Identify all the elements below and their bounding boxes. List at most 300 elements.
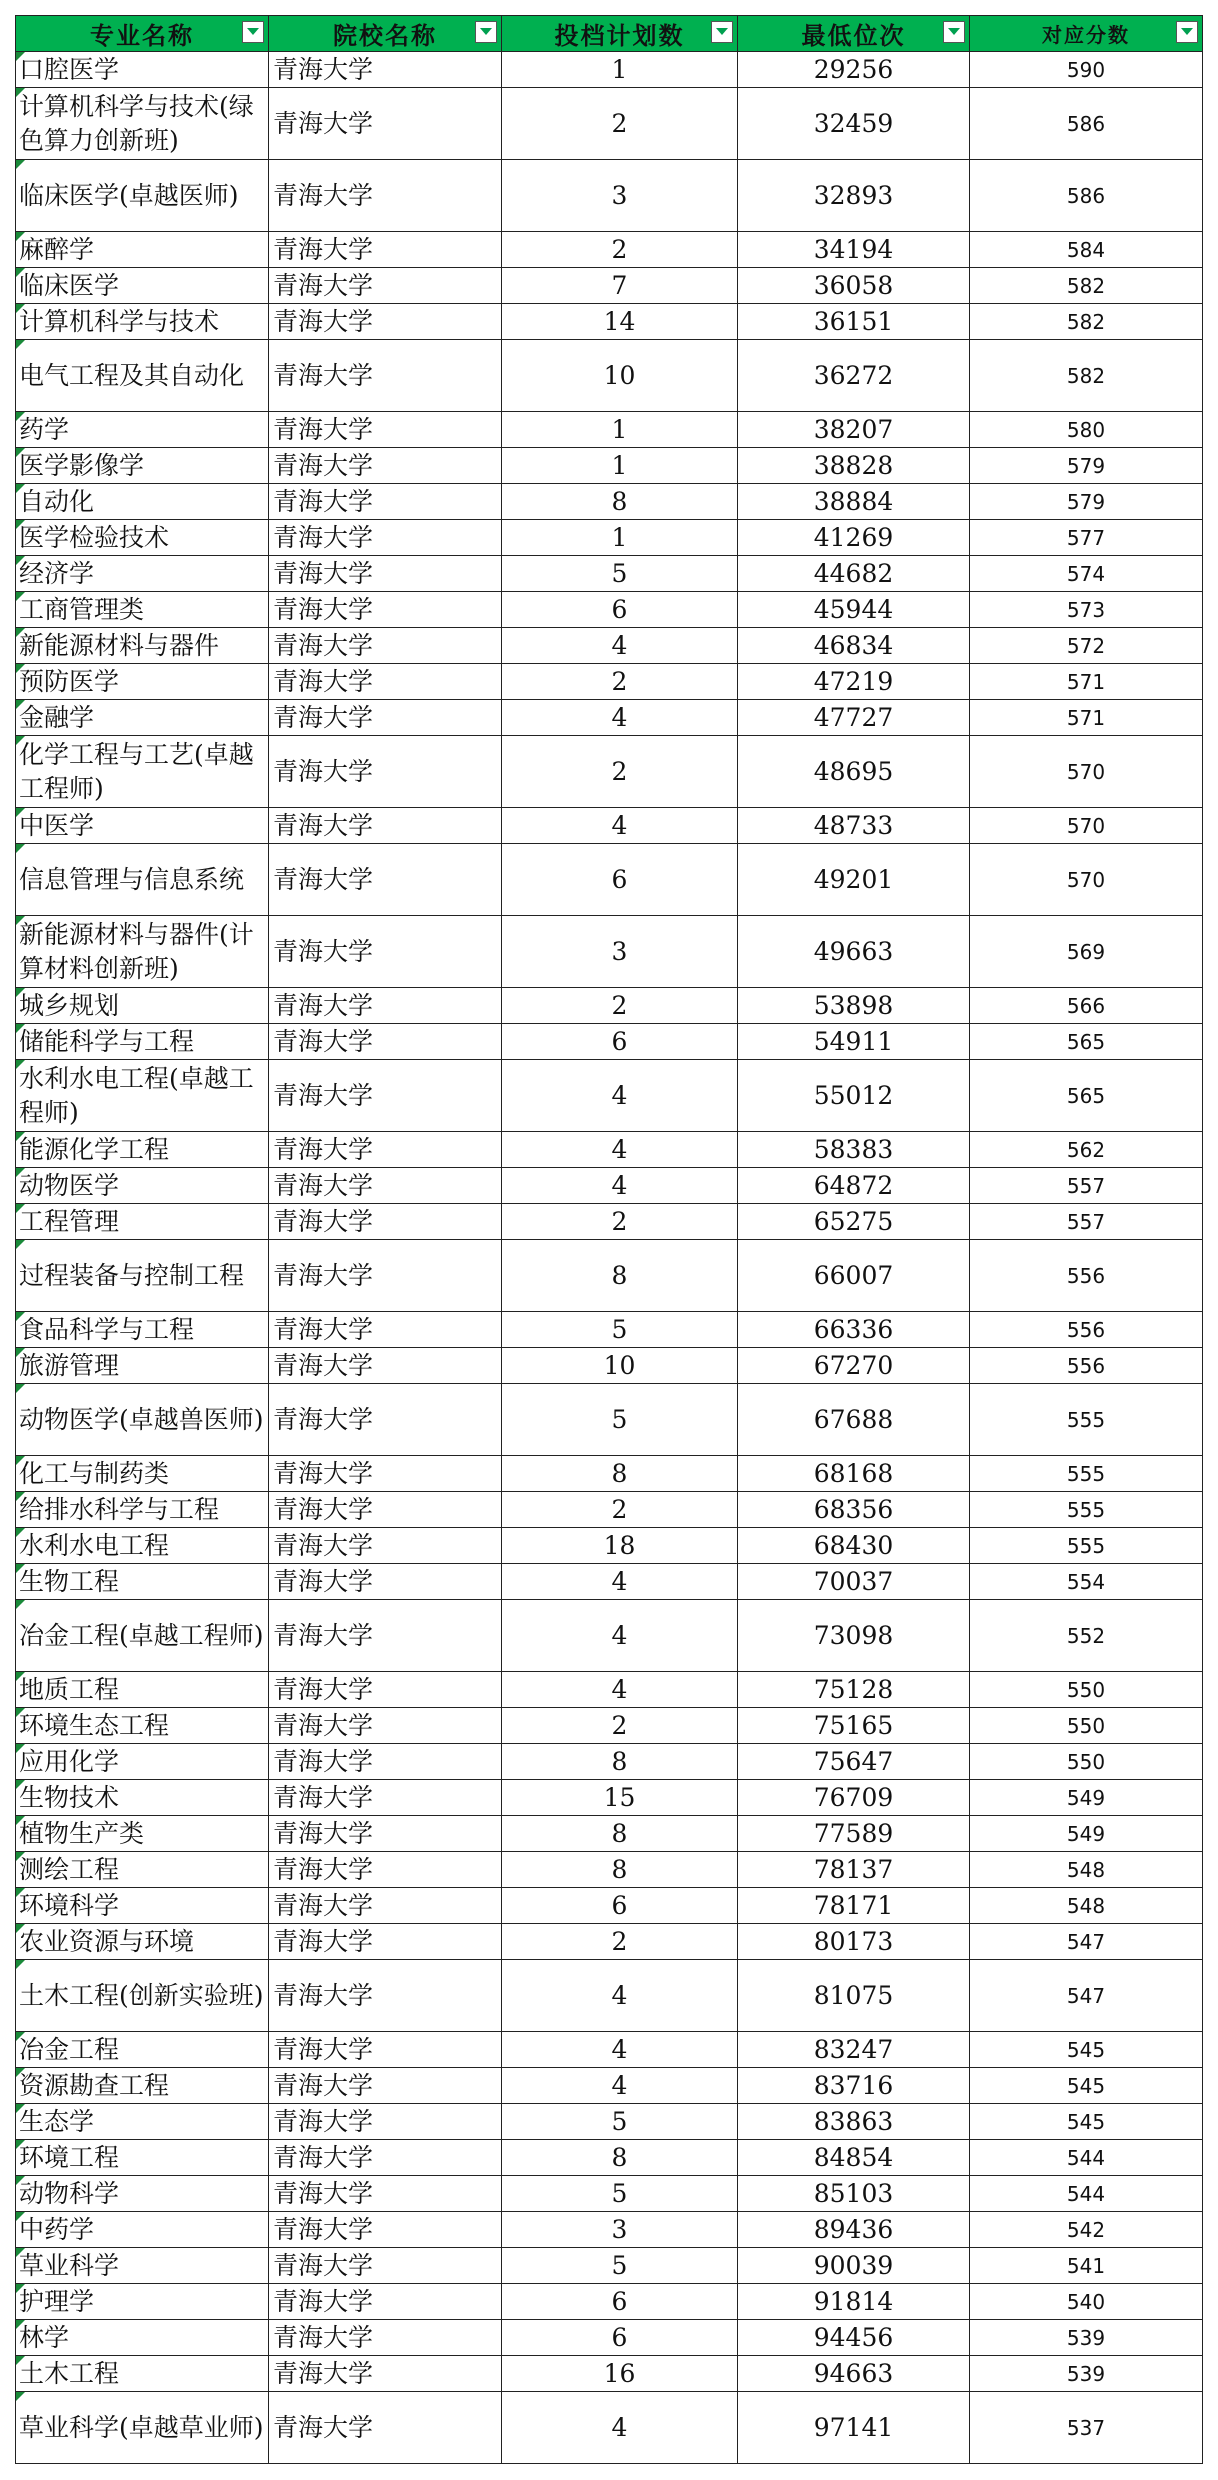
cell-rank[interactable] bbox=[738, 1780, 970, 1816]
cell-major[interactable] bbox=[16, 1060, 269, 1132]
cell-rank[interactable] bbox=[738, 2356, 970, 2392]
cell-score[interactable] bbox=[970, 1024, 1203, 1060]
cell-major[interactable] bbox=[16, 1852, 269, 1888]
cell-plan[interactable] bbox=[502, 808, 738, 844]
cell-score[interactable] bbox=[970, 736, 1203, 808]
cell-score[interactable] bbox=[970, 268, 1203, 304]
cell-score[interactable] bbox=[970, 1564, 1203, 1600]
cell-major[interactable] bbox=[16, 484, 269, 520]
cell-plan[interactable] bbox=[502, 988, 738, 1024]
cell-plan[interactable] bbox=[502, 1312, 738, 1348]
cell-school[interactable] bbox=[269, 2284, 502, 2320]
table-row bbox=[16, 808, 1203, 844]
cell-rank[interactable] bbox=[738, 916, 970, 988]
cell-rank[interactable] bbox=[738, 844, 970, 916]
cell-major[interactable] bbox=[16, 2140, 269, 2176]
cell-major[interactable] bbox=[16, 664, 269, 700]
cell-rank[interactable] bbox=[738, 2212, 970, 2248]
cell-plan[interactable] bbox=[502, 2392, 738, 2464]
cell-school[interactable] bbox=[269, 808, 502, 844]
cell-score[interactable] bbox=[970, 340, 1203, 412]
cell-plan[interactable] bbox=[502, 1888, 738, 1924]
cell-major[interactable] bbox=[16, 52, 269, 88]
cell-major[interactable] bbox=[16, 1384, 269, 1456]
filter-dropdown-icon[interactable] bbox=[475, 21, 497, 43]
cell-major[interactable] bbox=[16, 844, 269, 916]
cell-plan[interactable] bbox=[502, 1816, 738, 1852]
cell-major[interactable] bbox=[16, 88, 269, 160]
cell-school[interactable] bbox=[269, 844, 502, 916]
cell-rank[interactable] bbox=[738, 1456, 970, 1492]
cell-school[interactable] bbox=[269, 2356, 502, 2392]
filter-dropdown-icon[interactable] bbox=[1176, 21, 1198, 43]
cell-school-text: 青海大学 bbox=[273, 2178, 374, 2208]
cell-score[interactable] bbox=[970, 1708, 1203, 1744]
cell-school[interactable] bbox=[269, 1816, 502, 1852]
cell-school[interactable] bbox=[269, 2032, 502, 2068]
cell-major[interactable] bbox=[16, 1024, 269, 1060]
cell-rank[interactable] bbox=[738, 268, 970, 304]
cell-rank[interactable] bbox=[738, 304, 970, 340]
cell-major[interactable] bbox=[16, 1528, 269, 1564]
cell-score[interactable] bbox=[970, 556, 1203, 592]
cell-score[interactable] bbox=[970, 1852, 1203, 1888]
cell-plan[interactable] bbox=[502, 448, 738, 484]
cell-school[interactable] bbox=[269, 1888, 502, 1924]
cell-plan[interactable] bbox=[502, 1024, 738, 1060]
cell-school[interactable] bbox=[269, 2176, 502, 2212]
cell-major[interactable] bbox=[16, 1564, 269, 1600]
cell-school[interactable] bbox=[269, 1924, 502, 1960]
cell-score[interactable] bbox=[970, 1492, 1203, 1528]
cell-rank[interactable] bbox=[738, 988, 970, 1024]
cell-rank[interactable] bbox=[738, 2068, 970, 2104]
cell-plan[interactable] bbox=[502, 1924, 738, 1960]
cell-plan[interactable] bbox=[502, 1960, 738, 2032]
cell-school[interactable] bbox=[269, 1384, 502, 1456]
cell-major[interactable] bbox=[16, 1780, 269, 1816]
cell-major[interactable] bbox=[16, 1960, 269, 2032]
cell-plan[interactable] bbox=[502, 1744, 738, 1780]
cell-rank[interactable] bbox=[738, 340, 970, 412]
cell-plan-text: 1 bbox=[611, 522, 628, 552]
cell-score[interactable] bbox=[970, 916, 1203, 988]
cell-score[interactable] bbox=[970, 2176, 1203, 2212]
cell-major[interactable] bbox=[16, 1240, 269, 1312]
cell-school[interactable] bbox=[269, 1456, 502, 1492]
cell-major[interactable] bbox=[16, 412, 269, 448]
cell-rank[interactable] bbox=[738, 1348, 970, 1384]
cell-score[interactable] bbox=[970, 592, 1203, 628]
cell-rank[interactable] bbox=[738, 2392, 970, 2464]
cell-score[interactable] bbox=[970, 484, 1203, 520]
cell-rank[interactable] bbox=[738, 448, 970, 484]
cell-score[interactable] bbox=[970, 1348, 1203, 1384]
cell-school[interactable] bbox=[269, 736, 502, 808]
cell-rank[interactable] bbox=[738, 1960, 970, 2032]
cell-score[interactable] bbox=[970, 628, 1203, 664]
cell-score-text: 545 bbox=[1066, 2037, 1106, 2062]
cell-school[interactable] bbox=[269, 1132, 502, 1168]
cell-score[interactable] bbox=[970, 1780, 1203, 1816]
cell-score[interactable] bbox=[970, 2140, 1203, 2176]
cell-rank[interactable] bbox=[738, 1924, 970, 1960]
cell-rank[interactable] bbox=[738, 1312, 970, 1348]
cell-school[interactable] bbox=[269, 2212, 502, 2248]
cell-major[interactable] bbox=[16, 232, 269, 268]
cell-plan[interactable] bbox=[502, 2104, 738, 2140]
cell-score[interactable] bbox=[970, 1456, 1203, 1492]
cell-plan[interactable] bbox=[502, 664, 738, 700]
cell-rank[interactable] bbox=[738, 1384, 970, 1456]
cell-plan[interactable] bbox=[502, 2356, 738, 2392]
cell-plan[interactable] bbox=[502, 412, 738, 448]
cell-major[interactable] bbox=[16, 1816, 269, 1852]
cell-score[interactable] bbox=[970, 1132, 1203, 1168]
cell-rank-text: 75128 bbox=[813, 1674, 894, 1704]
cell-flag-icon bbox=[16, 1240, 25, 1249]
cell-score[interactable] bbox=[970, 448, 1203, 484]
cell-score[interactable] bbox=[970, 304, 1203, 340]
cell-score[interactable] bbox=[970, 1924, 1203, 1960]
cell-major[interactable] bbox=[16, 1348, 269, 1384]
cell-major[interactable] bbox=[16, 2104, 269, 2140]
cell-rank[interactable] bbox=[738, 1744, 970, 1780]
cell-major[interactable] bbox=[16, 2176, 269, 2212]
cell-major[interactable] bbox=[16, 700, 269, 736]
cell-rank[interactable] bbox=[738, 520, 970, 556]
cell-plan[interactable] bbox=[502, 484, 738, 520]
cell-major[interactable] bbox=[16, 1924, 269, 1960]
cell-rank[interactable] bbox=[738, 1816, 970, 1852]
cell-plan[interactable] bbox=[502, 1060, 738, 1132]
cell-plan[interactable] bbox=[502, 628, 738, 664]
cell-school[interactable] bbox=[269, 448, 502, 484]
cell-major[interactable] bbox=[16, 1312, 269, 1348]
cell-score[interactable] bbox=[970, 1888, 1203, 1924]
cell-school[interactable] bbox=[269, 1564, 502, 1600]
cell-score[interactable] bbox=[970, 1060, 1203, 1132]
cell-school[interactable] bbox=[269, 1240, 502, 1312]
cell-plan[interactable] bbox=[502, 1348, 738, 1384]
cell-plan[interactable] bbox=[502, 1492, 738, 1528]
cell-major[interactable] bbox=[16, 1672, 269, 1708]
cell-major[interactable] bbox=[16, 736, 269, 808]
cell-rank[interactable] bbox=[738, 1528, 970, 1564]
cell-score[interactable] bbox=[970, 1204, 1203, 1240]
cell-major[interactable] bbox=[16, 340, 269, 412]
cell-score[interactable] bbox=[970, 1240, 1203, 1312]
cell-school[interactable] bbox=[269, 700, 502, 736]
cell-plan[interactable] bbox=[502, 2176, 738, 2212]
cell-rank[interactable] bbox=[738, 1204, 970, 1240]
cell-plan[interactable] bbox=[502, 2140, 738, 2176]
cell-school[interactable] bbox=[269, 88, 502, 160]
cell-score[interactable] bbox=[970, 2032, 1203, 2068]
cell-school[interactable] bbox=[269, 268, 502, 304]
cell-school[interactable] bbox=[269, 160, 502, 232]
cell-plan[interactable] bbox=[502, 268, 738, 304]
cell-school[interactable] bbox=[269, 988, 502, 1024]
cell-plan[interactable] bbox=[502, 556, 738, 592]
cell-school[interactable] bbox=[269, 1600, 502, 1672]
cell-school[interactable] bbox=[269, 484, 502, 520]
cell-score[interactable] bbox=[970, 2212, 1203, 2248]
cell-plan[interactable] bbox=[502, 736, 738, 808]
cell-major[interactable] bbox=[16, 520, 269, 556]
cell-major[interactable] bbox=[16, 2248, 269, 2284]
cell-school-text: 青海大学 bbox=[273, 306, 374, 336]
cell-plan[interactable] bbox=[502, 232, 738, 268]
cell-rank[interactable] bbox=[738, 628, 970, 664]
cell-score[interactable] bbox=[970, 2320, 1203, 2356]
cell-rank[interactable] bbox=[738, 1888, 970, 1924]
filter-dropdown-icon[interactable] bbox=[711, 21, 733, 43]
cell-plan[interactable] bbox=[502, 160, 738, 232]
cell-school[interactable] bbox=[269, 1312, 502, 1348]
cell-plan[interactable] bbox=[502, 844, 738, 916]
table-row bbox=[16, 1960, 1203, 2032]
cell-rank[interactable] bbox=[738, 1132, 970, 1168]
cell-rank[interactable] bbox=[738, 1600, 970, 1672]
cell-major[interactable] bbox=[16, 1132, 269, 1168]
cell-rank[interactable] bbox=[738, 412, 970, 448]
cell-score[interactable] bbox=[970, 844, 1203, 916]
cell-rank-text: 32893 bbox=[813, 180, 894, 210]
cell-major[interactable] bbox=[16, 2068, 269, 2104]
cell-score[interactable] bbox=[970, 1672, 1203, 1708]
cell-plan[interactable] bbox=[502, 520, 738, 556]
cell-rank[interactable] bbox=[738, 52, 970, 88]
cell-plan[interactable] bbox=[502, 1132, 738, 1168]
cell-rank[interactable] bbox=[738, 592, 970, 628]
cell-school[interactable] bbox=[269, 1348, 502, 1384]
cell-major[interactable] bbox=[16, 2320, 269, 2356]
cell-major[interactable] bbox=[16, 1456, 269, 1492]
cell-major[interactable] bbox=[16, 1492, 269, 1528]
cell-major[interactable] bbox=[16, 448, 269, 484]
cell-school[interactable] bbox=[269, 1204, 502, 1240]
cell-major[interactable] bbox=[16, 2284, 269, 2320]
cell-major[interactable] bbox=[16, 2356, 269, 2392]
cell-school[interactable] bbox=[269, 520, 502, 556]
cell-rank[interactable] bbox=[738, 556, 970, 592]
cell-plan[interactable] bbox=[502, 1708, 738, 1744]
cell-flag-icon bbox=[16, 1888, 25, 1897]
cell-score[interactable] bbox=[970, 2356, 1203, 2392]
cell-school[interactable] bbox=[269, 232, 502, 268]
cell-rank[interactable] bbox=[738, 1024, 970, 1060]
cell-major[interactable] bbox=[16, 1708, 269, 1744]
cell-school[interactable] bbox=[269, 628, 502, 664]
cell-plan[interactable] bbox=[502, 700, 738, 736]
cell-rank[interactable] bbox=[738, 2284, 970, 2320]
cell-rank[interactable] bbox=[738, 2248, 970, 2284]
cell-score[interactable] bbox=[970, 1528, 1203, 1564]
cell-plan[interactable] bbox=[502, 1240, 738, 1312]
cell-rank[interactable] bbox=[738, 808, 970, 844]
cell-major[interactable] bbox=[16, 628, 269, 664]
cell-rank[interactable] bbox=[738, 2032, 970, 2068]
cell-plan[interactable] bbox=[502, 916, 738, 988]
cell-school[interactable] bbox=[269, 412, 502, 448]
cell-score[interactable] bbox=[970, 1384, 1203, 1456]
cell-plan[interactable] bbox=[502, 1456, 738, 1492]
cell-school[interactable] bbox=[269, 1744, 502, 1780]
cell-rank[interactable] bbox=[738, 1852, 970, 1888]
cell-major[interactable] bbox=[16, 916, 269, 988]
cell-major[interactable] bbox=[16, 2392, 269, 2464]
cell-plan[interactable] bbox=[502, 2320, 738, 2356]
cell-school[interactable] bbox=[269, 1708, 502, 1744]
cell-school[interactable] bbox=[269, 664, 502, 700]
cell-plan[interactable] bbox=[502, 304, 738, 340]
cell-school[interactable] bbox=[269, 52, 502, 88]
cell-plan[interactable] bbox=[502, 1564, 738, 1600]
cell-score[interactable] bbox=[970, 160, 1203, 232]
cell-school[interactable] bbox=[269, 2140, 502, 2176]
cell-rank[interactable] bbox=[738, 232, 970, 268]
cell-plan[interactable] bbox=[502, 2032, 738, 2068]
cell-plan[interactable] bbox=[502, 1780, 738, 1816]
cell-plan-text: 16 bbox=[603, 2358, 636, 2388]
cell-major[interactable] bbox=[16, 988, 269, 1024]
cell-score[interactable] bbox=[970, 88, 1203, 160]
cell-major[interactable] bbox=[16, 268, 269, 304]
cell-score[interactable] bbox=[970, 988, 1203, 1024]
cell-school[interactable] bbox=[269, 1024, 502, 1060]
cell-rank[interactable] bbox=[738, 1240, 970, 1312]
cell-rank[interactable] bbox=[738, 2104, 970, 2140]
cell-plan-text: 5 bbox=[611, 2250, 628, 2280]
cell-major[interactable] bbox=[16, 556, 269, 592]
cell-school[interactable] bbox=[269, 1168, 502, 1204]
cell-plan[interactable] bbox=[502, 2068, 738, 2104]
cell-plan[interactable] bbox=[502, 1168, 738, 1204]
cell-plan[interactable] bbox=[502, 1672, 738, 1708]
cell-plan[interactable] bbox=[502, 1384, 738, 1456]
cell-rank-text: 54911 bbox=[813, 1026, 894, 1056]
cell-plan[interactable] bbox=[502, 2248, 738, 2284]
cell-major[interactable] bbox=[16, 304, 269, 340]
cell-school[interactable] bbox=[269, 2392, 502, 2464]
cell-school[interactable] bbox=[269, 2068, 502, 2104]
cell-plan[interactable] bbox=[502, 2284, 738, 2320]
filter-dropdown-icon[interactable] bbox=[242, 21, 264, 43]
cell-major[interactable] bbox=[16, 160, 269, 232]
cell-major[interactable] bbox=[16, 1744, 269, 1780]
cell-school[interactable] bbox=[269, 2104, 502, 2140]
cell-plan[interactable] bbox=[502, 88, 738, 160]
cell-rank[interactable] bbox=[738, 160, 970, 232]
cell-score[interactable] bbox=[970, 664, 1203, 700]
cell-rank[interactable] bbox=[738, 1168, 970, 1204]
cell-score[interactable] bbox=[970, 1600, 1203, 1672]
cell-major-text: 工程管理 bbox=[19, 1206, 120, 1236]
cell-plan[interactable] bbox=[502, 1852, 738, 1888]
cell-score[interactable] bbox=[970, 520, 1203, 556]
cell-score[interactable] bbox=[970, 1960, 1203, 2032]
cell-score[interactable] bbox=[970, 412, 1203, 448]
cell-score[interactable] bbox=[970, 52, 1203, 88]
cell-score[interactable] bbox=[970, 2392, 1203, 2464]
cell-rank[interactable] bbox=[738, 2176, 970, 2212]
cell-rank[interactable] bbox=[738, 1564, 970, 1600]
cell-score[interactable] bbox=[970, 808, 1203, 844]
cell-rank[interactable] bbox=[738, 700, 970, 736]
cell-school[interactable] bbox=[269, 1492, 502, 1528]
cell-score[interactable] bbox=[970, 1816, 1203, 1852]
cell-plan[interactable] bbox=[502, 52, 738, 88]
cell-major[interactable] bbox=[16, 1168, 269, 1204]
cell-flag-icon bbox=[16, 2176, 25, 2185]
cell-major[interactable] bbox=[16, 808, 269, 844]
cell-rank[interactable] bbox=[738, 2320, 970, 2356]
cell-major[interactable] bbox=[16, 1204, 269, 1240]
cell-rank[interactable] bbox=[738, 1708, 970, 1744]
cell-score[interactable] bbox=[970, 1744, 1203, 1780]
cell-score[interactable] bbox=[970, 232, 1203, 268]
cell-school[interactable] bbox=[269, 556, 502, 592]
cell-score[interactable] bbox=[970, 2104, 1203, 2140]
cell-rank[interactable] bbox=[738, 736, 970, 808]
cell-plan[interactable] bbox=[502, 2212, 738, 2248]
cell-score[interactable] bbox=[970, 2068, 1203, 2104]
cell-plan-text: 18 bbox=[603, 1530, 636, 1560]
cell-score[interactable] bbox=[970, 1168, 1203, 1204]
cell-score[interactable] bbox=[970, 2284, 1203, 2320]
cell-rank[interactable] bbox=[738, 664, 970, 700]
cell-school[interactable] bbox=[269, 340, 502, 412]
cell-rank[interactable] bbox=[738, 1492, 970, 1528]
cell-rank[interactable] bbox=[738, 1672, 970, 1708]
cell-major[interactable] bbox=[16, 592, 269, 628]
cell-school[interactable] bbox=[269, 1528, 502, 1564]
cell-rank[interactable] bbox=[738, 1060, 970, 1132]
cell-school[interactable] bbox=[269, 2320, 502, 2356]
cell-school[interactable] bbox=[269, 304, 502, 340]
cell-major[interactable] bbox=[16, 2032, 269, 2068]
cell-rank-text: 66336 bbox=[813, 1314, 894, 1344]
cell-school[interactable] bbox=[269, 1672, 502, 1708]
cell-school[interactable] bbox=[269, 592, 502, 628]
cell-school[interactable] bbox=[269, 1852, 502, 1888]
cell-score[interactable] bbox=[970, 700, 1203, 736]
cell-major[interactable] bbox=[16, 1600, 269, 1672]
cell-rank[interactable] bbox=[738, 2140, 970, 2176]
cell-school[interactable] bbox=[269, 1960, 502, 2032]
cell-plan[interactable] bbox=[502, 1528, 738, 1564]
cell-school-text: 青海大学 bbox=[273, 1890, 374, 1920]
cell-plan[interactable] bbox=[502, 1600, 738, 1672]
cell-score[interactable] bbox=[970, 2248, 1203, 2284]
cell-school[interactable] bbox=[269, 1060, 502, 1132]
cell-school[interactable] bbox=[269, 2248, 502, 2284]
cell-plan[interactable] bbox=[502, 340, 738, 412]
cell-school[interactable] bbox=[269, 916, 502, 988]
cell-plan[interactable] bbox=[502, 592, 738, 628]
cell-score[interactable] bbox=[970, 1312, 1203, 1348]
cell-plan[interactable] bbox=[502, 1204, 738, 1240]
cell-school[interactable] bbox=[269, 1780, 502, 1816]
filter-dropdown-icon[interactable] bbox=[943, 21, 965, 43]
cell-major[interactable] bbox=[16, 1888, 269, 1924]
cell-flag-icon bbox=[16, 1744, 25, 1753]
cell-major[interactable] bbox=[16, 2212, 269, 2248]
cell-rank[interactable] bbox=[738, 88, 970, 160]
cell-rank[interactable] bbox=[738, 484, 970, 520]
cell-school-text: 青海大学 bbox=[273, 558, 374, 588]
